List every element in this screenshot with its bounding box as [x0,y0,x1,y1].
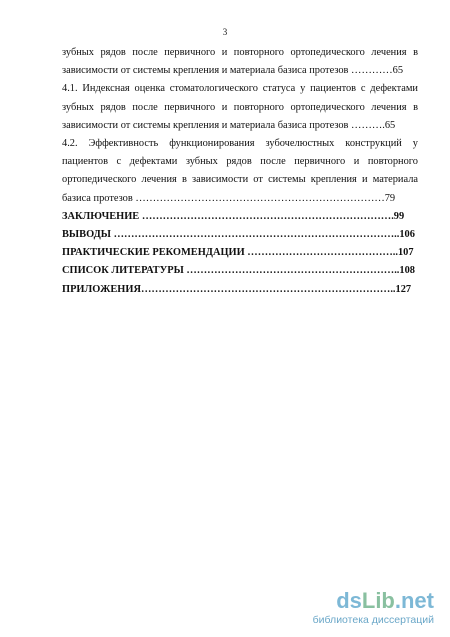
logo-net: .net [394,588,434,613]
page-number: 3 [222,27,228,37]
toc-line-4-2: 4.2. Эффективность функционирования зубочелюстных конструкций у [62,138,418,150]
toc-line: зубных рядов после первичного и повторного ортопедического лечения в [62,101,418,113]
toc-appendices: ПРИЛОЖЕНИЯ………………………………………………………………..127 [62,283,412,295]
toc-line: зависимости от системы крепления и материала базиса протезов …………65 [62,65,404,77]
toc-recommendations: ПРАКТИЧЕСКИЕ РЕКОМЕНДАЦИИ ……………………………………..107 [62,247,414,259]
dslib-logo [284,589,434,613]
dslib-watermark [284,589,434,627]
logo-ds: ds [336,588,362,613]
logo-lib: Lib [361,588,395,613]
toc-references: СПИСОК ЛИТЕРАТУРЫ ……………………………………………………..108 [62,265,415,277]
toc-findings: ВЫВОДЫ ………………………………………………………………………..106 [62,229,415,241]
toc-line: зависимости от системы крепления и материала базиса протезов ……….65 [62,119,396,131]
toc-line: ортопедического лечения в зависимости от системы крепления и материала [62,174,418,186]
toc-conclusion: ЗАКЛЮЧЕНИЕ ……………………………………………………………….99 [62,210,405,222]
watermark-tagline: библиотека диссертаций [312,614,434,626]
toc-line-4-1: 4.1. Индексная оценка стоматологического статуса у пациентов с дефектами [62,83,418,95]
toc-line: пациентов с дефектами зубных рядов после первичного и повторного [62,156,418,168]
toc-line: базиса протезов ………………………………………………………………79 [62,192,396,204]
toc-line: зубных рядов после первичного и повторного ортопедического лечения в [62,47,418,58]
table-of-contents [62,44,418,299]
